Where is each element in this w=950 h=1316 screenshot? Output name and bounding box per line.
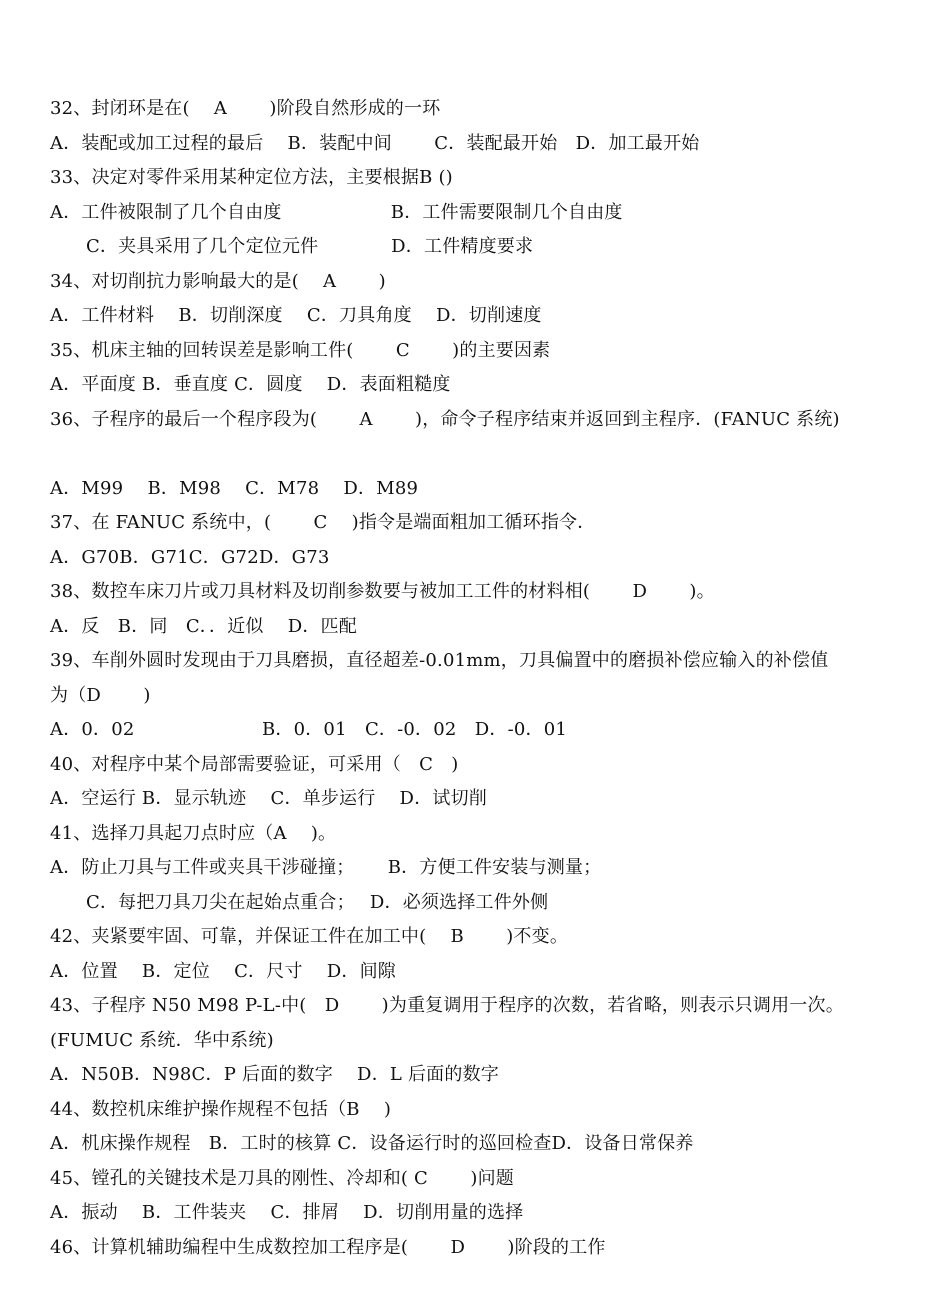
- options-37: A．G70B．G71C．G72D．G73: [50, 547, 330, 568]
- question-45: 45、镗孔的关键技术是刀具的刚性、冷却和( C )问题: [50, 1168, 514, 1189]
- question-42: 42、夹紧要牢固、可靠，并保证工件在加工中( B )不变。: [50, 926, 569, 947]
- options-45: A．振动 B．工件装夹 C．排屑 D．切削用量的选择: [50, 1202, 524, 1223]
- options-33-row1: A．工件被限制了几个自由度 B．工件需要限制几个自由度: [50, 202, 623, 223]
- question-40: 40、对程序中某个局部需要验证，可采用（ C ): [50, 754, 459, 775]
- question-39-line2: 为（D ): [50, 685, 151, 706]
- options-44: A．机床操作规程 B．工时的核算 C．设备运行时的巡回检查D．设备日常保养: [50, 1133, 694, 1154]
- question-36: 36、子程序的最后一个程序段为( A )，命令子程序结束并返回到主程序．(FANUC 系统): [50, 409, 840, 430]
- options-34: A．工件材料 B．切削深度 C．刀具角度 D．切削速度: [50, 305, 542, 326]
- question-39-line1: 39、车削外圆时发现由于刀具磨损，直径超差-0.01mm，刀具偏置中的磨损补偿应输入的补偿值: [50, 650, 829, 671]
- question-44: 44、数控机床维护操作规程不包括（B ): [50, 1099, 392, 1120]
- question-37: 37、在 FANUC 系统中，( C )指令是端面粗加工循环指令．: [50, 512, 596, 533]
- options-40: A．空运行 B．显示轨迹 C．单步运行 D．试切削: [50, 788, 487, 809]
- question-46: 46、计算机辅助编程中生成数控加工程序是( D )阶段的工作: [50, 1237, 606, 1258]
- options-41-row2: C．每把刀具刀尖在起始点重合； D．必须选择工件外侧: [86, 892, 549, 913]
- question-43-line2: (FUMUC 系统．华中系统): [50, 1030, 274, 1051]
- options-32: A．装配或加工过程的最后 B．装配中间 C．装配最开始 D．加工最开始: [50, 133, 700, 154]
- options-42: A．位置 B．定位 C．尺寸 D．间隙: [50, 961, 396, 982]
- options-38: A．反 B．同 C．．近似 D．匹配: [50, 616, 357, 637]
- options-39: A．0．02 B．0．01 C．-0．02 D．-0．01: [50, 719, 568, 740]
- question-33: 33、决定对零件采用某种定位方法，主要根据B (): [50, 167, 453, 188]
- question-35: 35、机床主轴的回转误差是影响工件( C )的主要因素: [50, 340, 551, 361]
- question-43-line1: 43、子程序 N50 M98 P-L-中( D )为重复调用于程序的次数，若省略，则表示只调用一次。: [50, 995, 844, 1016]
- options-43: A．N50B．N98C．P 后面的数字 D．L 后面的数字: [50, 1064, 499, 1085]
- question-34: 34、对切削抗力影响最大的是( A ): [50, 271, 386, 292]
- question-32: 32、封闭环是在( A )阶段自然形成的一环: [50, 98, 441, 119]
- question-41: 41、选择刀具起刀点时应（A )。: [50, 823, 337, 844]
- options-36: A．M99 B．M98 C．M78 D．M89: [50, 478, 419, 499]
- options-41-row1: A．防止刀具与工件或夹具干涉碰撞； B．方便工件安装与测量；: [50, 857, 602, 878]
- options-33-row2: C．夹具采用了几个定位元件 D．工件精度要求: [86, 236, 534, 257]
- options-35: A．平面度 B．垂直度 C．圆度 D．表面粗糙度: [50, 374, 451, 395]
- question-38: 38、数控车床刀片或刀具材料及切削参数要与被加工工件的材料相( D )。: [50, 581, 715, 602]
